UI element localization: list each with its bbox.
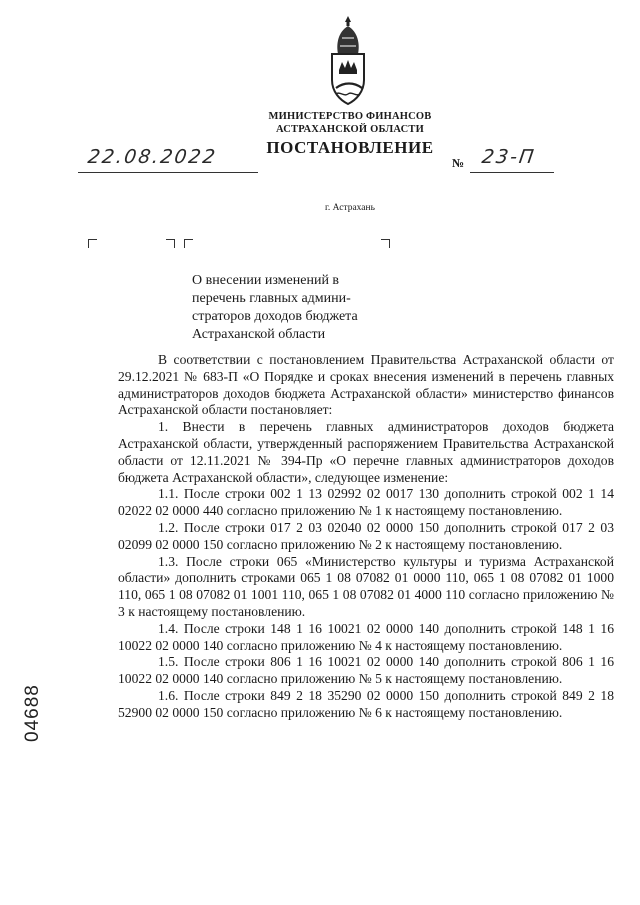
document-title [192, 272, 382, 344]
clause-1-5-paragraph: 1.5. После строки 806 1 16 10021 02 0000 140 дополнить строкой 806 1 16 10022 02 0000 140 согласно приложению № 5 к настоящему постановлению. [118, 654, 614, 687]
document-number: 23-П [480, 146, 537, 168]
title-line: перечень главных админи- [192, 291, 351, 306]
document-body [118, 352, 614, 722]
title-corner-mark [184, 239, 193, 248]
number-label: № [452, 156, 465, 170]
ministry-name-line2: АСТРАХАНСКОЙ ОБЛАСТИ [275, 124, 424, 135]
document-type: ПОСТАНОВЛЕНИЕ [266, 138, 434, 157]
title-line: О внесении изменений в [192, 273, 340, 288]
clause-1-1-paragraph: 1.1. После строки 002 1 13 02992 02 0017 130 дополнить строкой 002 1 14 02022 02 0000 440 согласно приложению № 1 к настоящему постановлению. [118, 486, 614, 519]
clause-1-4-paragraph: 1.4. После строки 148 1 16 10021 02 0000 140 дополнить строкой 148 1 16 10022 02 0000 140 согласно приложению № 4 к настоящему постановлению. [118, 620, 614, 653]
city-name: г. Астрахань [325, 203, 375, 213]
clause-1-2-paragraph: 1.2. После строки 017 2 03 02040 02 0000 150 дополнить строкой 017 2 03 02099 02 0000 150 согласно приложению № 2 к настоящему постановлению. [118, 519, 614, 552]
title-line: страторов доходов бюджета [192, 309, 358, 324]
title-line: Астраханской области [192, 327, 326, 342]
preamble-paragraph: В соответствии с постановлением Правительства Астраханской области от 29.12.2021 № 683-П «О Порядке и сроках внесения изменений в перечень главных администраторов доходов бюджета Астраханской области» министерство финансов Астраханской области постановляет: [118, 352, 614, 418]
title-corner-mark [88, 239, 97, 248]
ministry-name-line1: МИНИСТЕРСТВО ФИНАНСОВ [268, 111, 432, 122]
coat-of-arms-icon [322, 14, 374, 106]
side-registration-number: 04688 [22, 684, 43, 742]
clause-1-3-paragraph: 1.3. После строки 065 «Министерство культуры и туризма Астраханской области» дополнить строками 065 1 08 07082 01 0000 110, 065 1 08 07082 01 1000 110, 065 1 08 07082 01 1001 110, 065 1 08 07082 01 4000 110 согласно приложению № 3 к настоящему постановлению. [118, 553, 614, 619]
title-corner-mark [166, 239, 175, 248]
title-corner-mark [381, 239, 390, 248]
clause-1-paragraph: 1. Внести в перечень главных администраторов доходов бюджета Астраханской области, утвержденный распоряжением Правительства Астраханской области от 12.11.2021 № 394-Пр «О перечне главных администраторов доходов бюджета Астраханской области», следующее изменение: [118, 419, 614, 485]
clause-1-6-paragraph: 1.6. После строки 849 2 18 35290 02 0000 150 дополнить строкой 849 2 18 52900 02 0000 150 согласно приложению № 6 к настоящему постановлению. [118, 687, 614, 720]
document-date: 22.08.2022 [86, 146, 219, 168]
